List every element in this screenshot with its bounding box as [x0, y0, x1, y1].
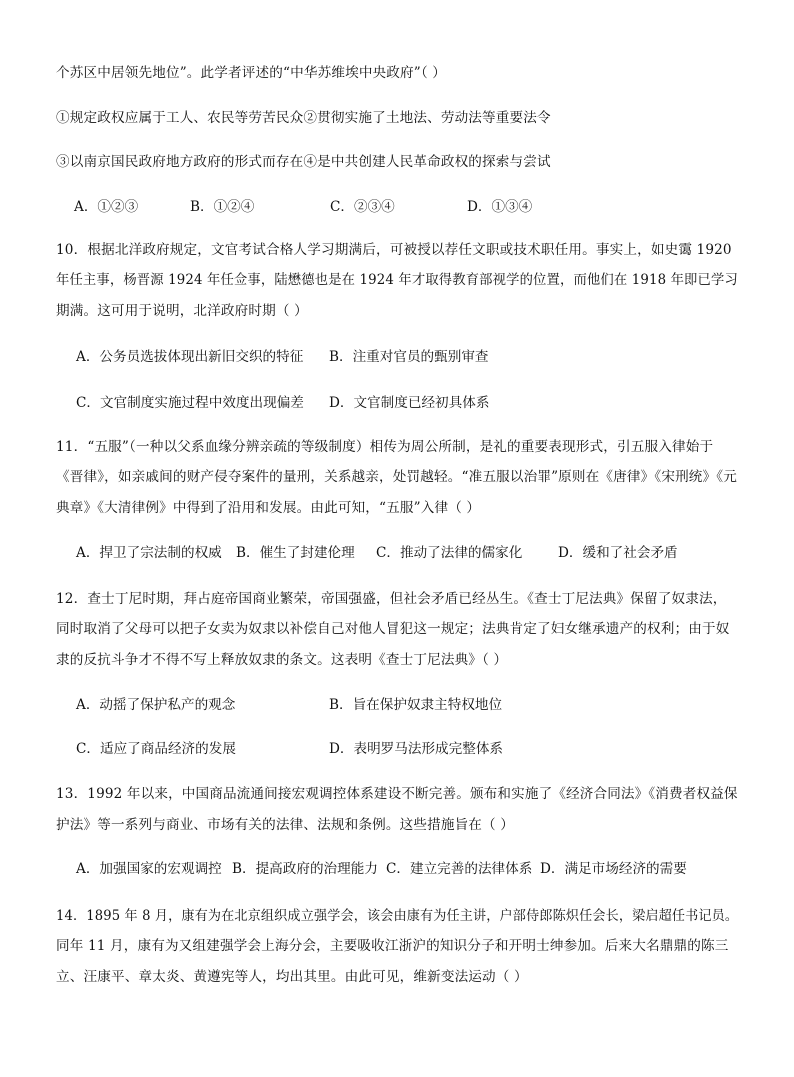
q9-option-c[interactable]: C．②③④	[330, 199, 395, 215]
q13-option-b[interactable]: B．提高政府的治理能力	[232, 861, 378, 877]
q14-stem-line: 14．1895 年 8 月，康有为在北京组织成立强学会，该会由康有为任主讲，户部侍郎陈炽任会长，梁启超任书记员。	[56, 908, 739, 924]
q13-stem-line: 护法》等一系列与商业、市场有关的法律、法规和条例。这些措施旨在（ ）	[56, 817, 515, 833]
q9-option-b[interactable]: B．①②④	[190, 199, 255, 215]
q11-option-d[interactable]: D．缓和了社会矛盾	[558, 545, 678, 561]
q12-stem-line: 隶的反抗斗争才不得不写上释放奴隶的条文。这表明《查士丁尼法典》（ ）	[56, 652, 508, 668]
q10-option-b[interactable]: B．注重对官员的甄别审查	[329, 349, 489, 365]
q12-option-c[interactable]: C．适应了商品经济的发展	[76, 741, 236, 757]
q9-option-d[interactable]: D．①③④	[467, 199, 533, 215]
q10-stem-line: 期满。这可用于说明，北洋政府时期（ ）	[56, 303, 308, 319]
q11-stem-line: 11．“五服”（一种以父系血缘分辨亲疏的等级制度）相传为周公所制，是礼的重要表现形式，引五服入律始于	[56, 439, 714, 455]
q10-option-a[interactable]: A．公务员选拔体现出新旧交织的特征	[76, 349, 304, 365]
q13-stem-line: 13．1992 年以来，中国商品流通间接宏观调控体系建设不断完善。颁布和实施了《经济合同法》《消费者权益保	[56, 786, 738, 802]
q14-stem-line: 立、汪康平、章太炎、黄遵宪等人，均出其里。由此可见，维新变法运动（ ）	[56, 969, 528, 985]
q9-item-line: ③以南京国民政府地方政府的形式而存在④是中共创建人民革命政权的探索与尝试	[56, 154, 551, 170]
q10-option-d[interactable]: D．文官制度已经初具体系	[329, 395, 490, 411]
q12-option-d[interactable]: D．表明罗马法形成完整体系	[329, 741, 504, 757]
q12-stem-line: 同时取消了父母可以把子女卖为奴隶以补偿自己对他人冒犯这一规定；法典肯定了妇女继承遗产的权利；由于奴	[56, 621, 730, 637]
q13-option-a[interactable]: A．加强国家的宏观调控	[76, 861, 222, 877]
q10-stem-line: 10．根据北洋政府规定，文官考试合格人学习期满后，可被授以荐任文职或技术职任用。事实上，如史霭 1920	[56, 242, 732, 258]
q9-stem-tail: 个苏区中居领先地位”。此学者评述的“中华苏维埃中央政府”（ ）	[56, 65, 447, 81]
q11-stem-line: 《晋律》，如亲戚间的财产侵夺案件的量刑，关系越亲，处罚越轻。“准五服以治罪”原则在《唐律》《宋刑统》《元	[56, 469, 737, 485]
q11-option-a[interactable]: A．捍卫了宗法制的权威	[76, 545, 222, 561]
q10-option-c[interactable]: C．文官制度实施过程中效度出现偏差	[76, 395, 304, 411]
q11-stem-line: 典章》《大清律例》中得到了沿用和发展。由此可知，“五服”入律（ ）	[56, 500, 481, 516]
q12-option-a[interactable]: A．动摇了保护私产的观念	[76, 697, 236, 713]
q14-stem-line: 同年 11 月，康有为又组建强学会上海分会，主要吸收江浙沪的知识分子和开明士绅参加。后来大名鼎鼎的陈三	[56, 938, 729, 954]
q10-stem-line: 年任主事，杨晋源 1924 年任佥事，陆懋德也是在 1924 年才取得教育部视学的位置，而他们在 1918 年即已学习	[56, 272, 738, 288]
q11-option-b[interactable]: B．催生了封建伦理	[236, 545, 355, 561]
q13-option-d[interactable]: D．满足市场经济的需要	[540, 861, 687, 877]
q11-option-c[interactable]: C．推动了法律的儒家化	[376, 545, 523, 561]
q9-item-line: ①规定政权应属于工人、农民等劳苦民众②贯彻实施了土地法、劳动法等重要法令	[56, 110, 551, 126]
q9-option-a[interactable]: A．①②③	[74, 199, 139, 215]
q13-option-c[interactable]: C．建立完善的法律体系	[386, 861, 533, 877]
q12-option-b[interactable]: B．旨在保护奴隶主特权地位	[329, 697, 503, 713]
q12-stem-line: 12．查士丁尼时期，拜占庭帝国商业繁荣，帝国强盛，但社会矛盾已经丛生。《查士丁尼法典》保留了奴隶法，	[56, 591, 727, 607]
